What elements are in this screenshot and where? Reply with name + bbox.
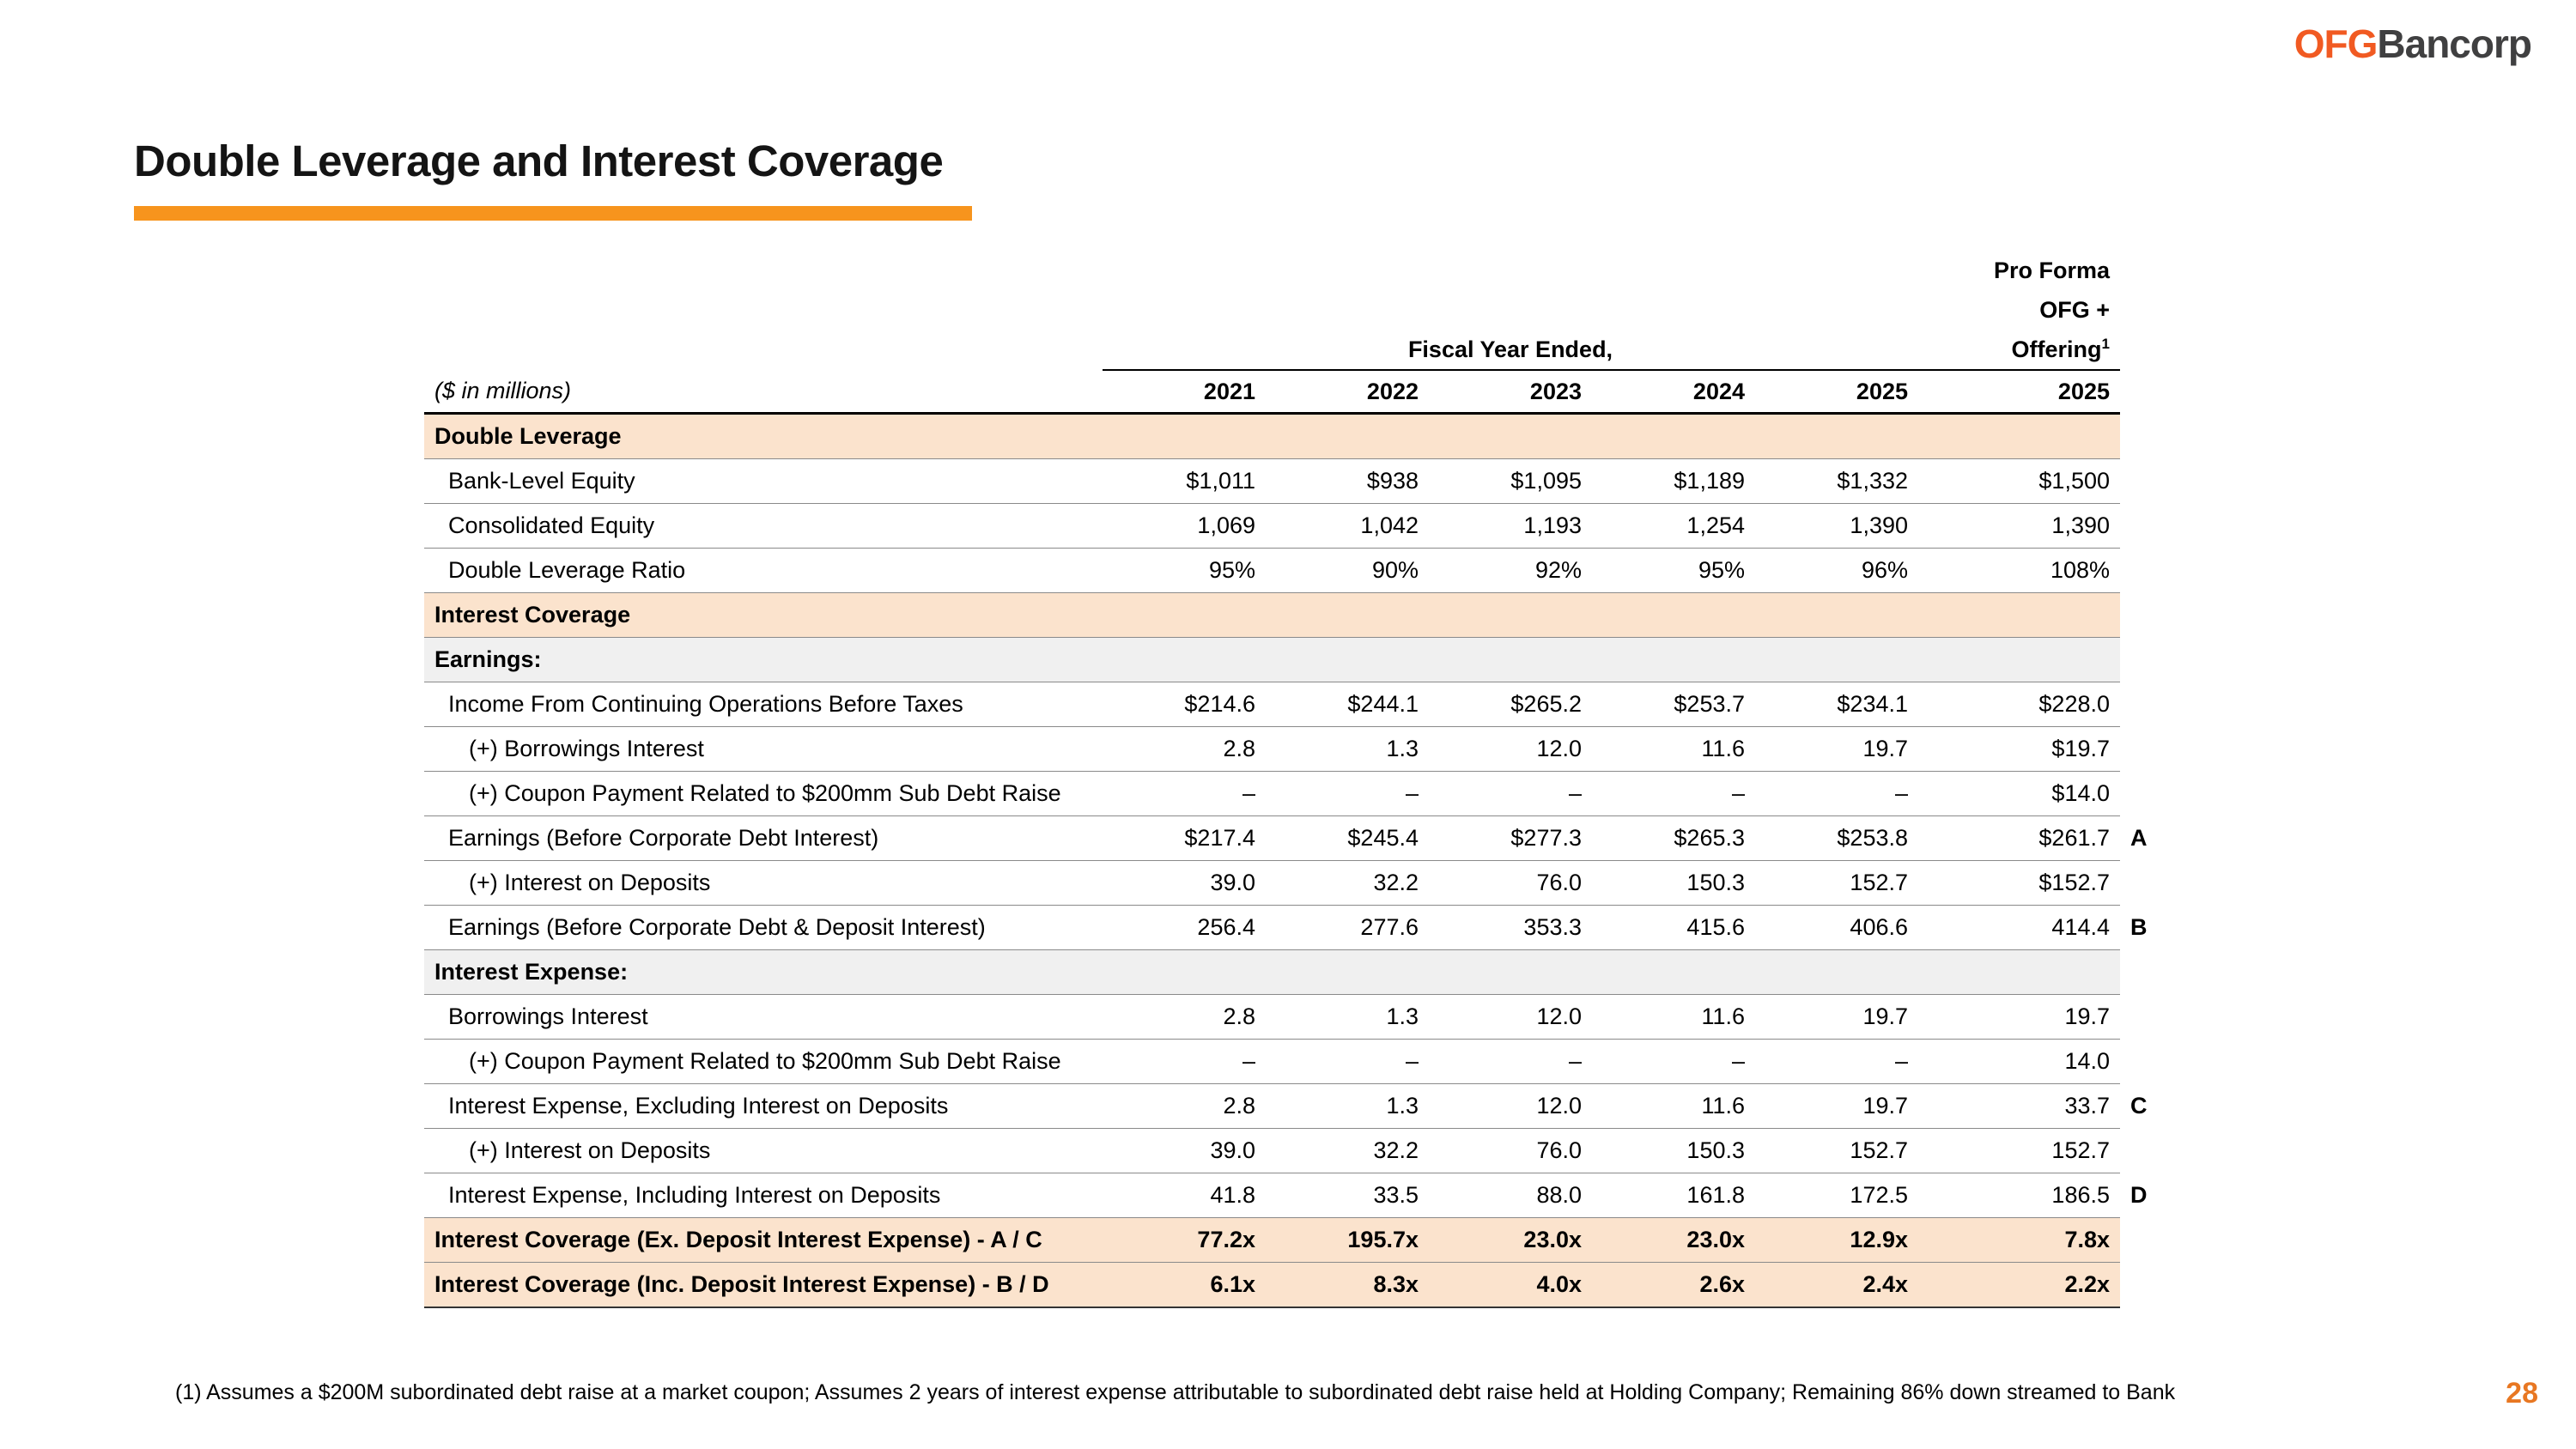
year-header-2025: 2025 xyxy=(1755,370,1918,414)
row-value: 88.0 xyxy=(1429,1173,1592,1218)
row-value: 39.0 xyxy=(1103,1129,1266,1173)
row-label: Interest Expense, Excluding Interest on Deposits xyxy=(424,1084,1103,1129)
table-row xyxy=(424,504,2168,549)
row-value: $1,011 xyxy=(1103,459,1266,504)
row-value: – xyxy=(1429,1040,1592,1084)
row-value xyxy=(1429,414,1592,459)
table-row xyxy=(424,1173,2168,1218)
row-value: 76.0 xyxy=(1429,861,1592,906)
row-value: $217.4 xyxy=(1103,816,1266,861)
title-underline-bar xyxy=(134,206,972,221)
row-value: 1,069 xyxy=(1103,504,1266,549)
row-value: $19.7 xyxy=(1918,727,2120,772)
row-value: $245.4 xyxy=(1266,816,1429,861)
row-value: $253.7 xyxy=(1592,682,1755,727)
row-value: 172.5 xyxy=(1755,1173,1918,1218)
row-value: $938 xyxy=(1266,459,1429,504)
row-value: 414.4 xyxy=(1918,906,2120,950)
row-value: 2.8 xyxy=(1103,727,1266,772)
footnote: (1) Assumes a $200M subordinated debt raise at a market coupon; Assumes 2 years of interest expense attributable to subordinated debt raise held at Holding Company; Remaining 86% down streamed to Bank xyxy=(175,1380,2176,1404)
row-value xyxy=(1266,638,1429,682)
row-value: 150.3 xyxy=(1592,861,1755,906)
row-value: 8.3x xyxy=(1266,1263,1429,1308)
table-row xyxy=(424,638,2168,682)
row-label: (+) Coupon Payment Related to $200mm Sub Debt Raise xyxy=(424,1040,1103,1084)
row-value: 12.0 xyxy=(1429,727,1592,772)
year-header-2023: 2023 xyxy=(1429,370,1592,414)
row-label: Bank-Level Equity xyxy=(424,459,1103,504)
spacer-cell xyxy=(2120,370,2168,414)
units-label: ($ in millions) xyxy=(424,370,1103,414)
row-value: 150.3 xyxy=(1592,1129,1755,1173)
fiscal-year-header-row xyxy=(424,330,2168,370)
marker-empty xyxy=(2120,682,2168,727)
row-value: 14.0 xyxy=(1918,1040,2120,1084)
column-headers-row xyxy=(424,370,2168,414)
row-value: 12.0 xyxy=(1429,1084,1592,1129)
row-value: 90% xyxy=(1266,549,1429,593)
row-label: (+) Coupon Payment Related to $200mm Sub Debt Raise xyxy=(424,772,1103,816)
page-number: 28 xyxy=(2506,1377,2538,1410)
row-value xyxy=(1429,593,1592,638)
row-label: Interest Expense: xyxy=(424,950,1103,995)
table-header xyxy=(424,251,2168,414)
row-value: $253.8 xyxy=(1755,816,1918,861)
row-value: 4.0x xyxy=(1429,1263,1592,1308)
row-value xyxy=(1755,638,1918,682)
row-value xyxy=(1103,638,1266,682)
row-value: $14.0 xyxy=(1918,772,2120,816)
row-value: – xyxy=(1266,772,1429,816)
row-value: 1.3 xyxy=(1266,727,1429,772)
row-value: $261.7 xyxy=(1918,816,2120,861)
row-value xyxy=(1918,593,2120,638)
row-value xyxy=(1429,950,1592,995)
table-row xyxy=(424,459,2168,504)
offering-footnote-superscript: 1 xyxy=(2101,336,2110,352)
row-value: 2.6x xyxy=(1592,1263,1755,1308)
row-value: $265.2 xyxy=(1429,682,1592,727)
row-value: – xyxy=(1592,1040,1755,1084)
row-value: 39.0 xyxy=(1103,861,1266,906)
row-value: 19.7 xyxy=(1755,1084,1918,1129)
row-value: 19.7 xyxy=(1755,727,1918,772)
row-value: 41.8 xyxy=(1103,1173,1266,1218)
row-label: Income From Continuing Operations Before Taxes xyxy=(424,682,1103,727)
table-row xyxy=(424,727,2168,772)
table-row xyxy=(424,906,2168,950)
row-value: 108% xyxy=(1918,549,2120,593)
table-row xyxy=(424,950,2168,995)
marker-empty xyxy=(2120,772,2168,816)
row-value: $214.6 xyxy=(1103,682,1266,727)
row-value: 1.3 xyxy=(1266,1084,1429,1129)
row-value: 76.0 xyxy=(1429,1129,1592,1173)
row-value: 2.2x xyxy=(1918,1263,2120,1308)
row-label: Earnings: xyxy=(424,638,1103,682)
row-value: 12.0 xyxy=(1429,995,1592,1040)
row-value: – xyxy=(1103,772,1266,816)
row-value: 1,390 xyxy=(1755,504,1918,549)
row-value: 32.2 xyxy=(1266,861,1429,906)
row-value xyxy=(1918,950,2120,995)
row-label: (+) Interest on Deposits xyxy=(424,1129,1103,1173)
table-row xyxy=(424,861,2168,906)
row-label: Interest Expense, Including Interest on Deposits xyxy=(424,1173,1103,1218)
table-body xyxy=(424,414,2168,1308)
spacer-cell xyxy=(424,290,1103,330)
spacer-cell xyxy=(1103,290,1918,330)
row-value xyxy=(1755,950,1918,995)
marker-c: C xyxy=(2130,1093,2148,1119)
row-value: 1,254 xyxy=(1592,504,1755,549)
row-value: 2.8 xyxy=(1103,1084,1266,1129)
row-value: 186.5 xyxy=(1918,1173,2120,1218)
row-value: 152.7 xyxy=(1918,1129,2120,1173)
row-value: 11.6 xyxy=(1592,995,1755,1040)
row-value: 1,193 xyxy=(1429,504,1592,549)
row-label: Interest Coverage (Ex. Deposit Interest Expense) - A / C xyxy=(424,1218,1103,1263)
row-label: (+) Borrowings Interest xyxy=(424,727,1103,772)
row-value: 96% xyxy=(1755,549,1918,593)
row-value xyxy=(1755,593,1918,638)
row-value: – xyxy=(1755,772,1918,816)
row-label: (+) Interest on Deposits xyxy=(424,861,1103,906)
row-value: $1,095 xyxy=(1429,459,1592,504)
row-value: 6.1x xyxy=(1103,1263,1266,1308)
row-value: $265.3 xyxy=(1592,816,1755,861)
row-value: $1,500 xyxy=(1918,459,2120,504)
row-value: 2.8 xyxy=(1103,995,1266,1040)
proforma-header-line2: OFG + xyxy=(2039,296,2110,323)
row-value xyxy=(1103,593,1266,638)
year-header-2024: 2024 xyxy=(1592,370,1755,414)
row-value: – xyxy=(1103,1040,1266,1084)
marker-empty xyxy=(2120,995,2168,1040)
row-value: 195.7x xyxy=(1266,1218,1429,1263)
marker-empty xyxy=(2120,1129,2168,1173)
row-value: 32.2 xyxy=(1266,1129,1429,1173)
marker-empty xyxy=(2120,1263,2168,1308)
spacer-cell xyxy=(2120,290,2168,330)
spacer-cell xyxy=(424,251,1103,290)
row-value xyxy=(1592,414,1755,459)
ofg-bancorp-logo xyxy=(2294,21,2531,67)
row-value: 95% xyxy=(1103,549,1266,593)
row-value: 7.8x xyxy=(1918,1218,2120,1263)
marker-empty xyxy=(2120,459,2168,504)
row-value: 11.6 xyxy=(1592,727,1755,772)
year-header-2021: 2021 xyxy=(1103,370,1266,414)
marker-empty xyxy=(2120,593,2168,638)
marker-empty xyxy=(2120,414,2168,459)
row-value: 33.5 xyxy=(1266,1173,1429,1218)
marker-a: A xyxy=(2130,825,2148,851)
year-header-2022: 2022 xyxy=(1266,370,1429,414)
row-value xyxy=(1918,638,2120,682)
marker-empty xyxy=(2120,727,2168,772)
page-title: Double Leverage and Interest Coverage xyxy=(134,136,944,185)
row-value: 11.6 xyxy=(1592,1084,1755,1129)
row-value: 1.3 xyxy=(1266,995,1429,1040)
row-value xyxy=(1266,593,1429,638)
marker-empty xyxy=(2120,861,2168,906)
proforma-header-line1: Pro Forma xyxy=(1993,257,2110,283)
row-value xyxy=(1266,950,1429,995)
row-value xyxy=(1592,638,1755,682)
row-value: 92% xyxy=(1429,549,1592,593)
table-row xyxy=(424,549,2168,593)
row-value: 152.7 xyxy=(1755,1129,1918,1173)
row-value: 19.7 xyxy=(1755,995,1918,1040)
table-row xyxy=(424,772,2168,816)
row-value: 415.6 xyxy=(1592,906,1755,950)
proforma-year-header: 2025 xyxy=(1918,370,2120,414)
table-row xyxy=(424,1263,2168,1308)
row-value xyxy=(1592,593,1755,638)
row-value: 95% xyxy=(1592,549,1755,593)
table-row xyxy=(424,682,2168,727)
spacer-cell xyxy=(2120,330,2168,370)
row-value xyxy=(1592,950,1755,995)
marker-d: D xyxy=(2130,1182,2148,1208)
row-label: Earnings (Before Corporate Debt & Deposit Interest) xyxy=(424,906,1103,950)
row-value: 77.2x xyxy=(1103,1218,1266,1263)
spacer-cell xyxy=(1103,251,1918,290)
row-value: 277.6 xyxy=(1266,906,1429,950)
row-value: $228.0 xyxy=(1918,682,2120,727)
marker-empty xyxy=(2120,549,2168,593)
table-row xyxy=(424,593,2168,638)
row-value: 23.0x xyxy=(1592,1218,1755,1263)
table-row xyxy=(424,1218,2168,1263)
logo-bancorp-text: Bancorp xyxy=(2377,21,2531,66)
marker-empty xyxy=(2120,1040,2168,1084)
row-value xyxy=(1918,414,2120,459)
row-value: $1,189 xyxy=(1592,459,1755,504)
logo-ofg-text: OFG xyxy=(2293,21,2378,66)
proforma-header-row-1 xyxy=(424,251,2168,290)
row-value: – xyxy=(1266,1040,1429,1084)
marker-empty xyxy=(2120,1218,2168,1263)
row-value: 256.4 xyxy=(1103,906,1266,950)
row-value: – xyxy=(1429,772,1592,816)
row-value: $1,332 xyxy=(1755,459,1918,504)
marker-empty xyxy=(2120,638,2168,682)
row-label: Double Leverage Ratio xyxy=(424,549,1103,593)
row-value: $234.1 xyxy=(1755,682,1918,727)
row-value xyxy=(1103,414,1266,459)
row-label: Borrowings Interest xyxy=(424,995,1103,1040)
row-label: Consolidated Equity xyxy=(424,504,1103,549)
marker-b: B xyxy=(2130,914,2148,940)
row-value: 2.4x xyxy=(1755,1263,1918,1308)
offering-label: Offering xyxy=(2011,336,2102,362)
row-value xyxy=(1103,950,1266,995)
fiscal-year-header: Fiscal Year Ended, xyxy=(1103,330,1918,370)
row-value: $152.7 xyxy=(1918,861,2120,906)
spacer-cell xyxy=(2120,251,2168,290)
table-row xyxy=(424,995,2168,1040)
table-row xyxy=(424,816,2168,861)
table-row xyxy=(424,1084,2168,1129)
row-value: $244.1 xyxy=(1266,682,1429,727)
row-value xyxy=(1266,414,1429,459)
row-value: 161.8 xyxy=(1592,1173,1755,1218)
row-value: 19.7 xyxy=(1918,995,2120,1040)
table-row xyxy=(424,414,2168,459)
row-value: 406.6 xyxy=(1755,906,1918,950)
table-row xyxy=(424,1129,2168,1173)
spacer-cell xyxy=(424,330,1103,370)
row-value: 1,390 xyxy=(1918,504,2120,549)
row-value: 33.7 xyxy=(1918,1084,2120,1129)
marker-empty xyxy=(2120,504,2168,549)
marker-empty xyxy=(2120,950,2168,995)
row-label: Interest Coverage xyxy=(424,593,1103,638)
row-value: 353.3 xyxy=(1429,906,1592,950)
row-value xyxy=(1429,638,1592,682)
row-label: Double Leverage xyxy=(424,414,1103,459)
row-value: 1,042 xyxy=(1266,504,1429,549)
row-value: – xyxy=(1592,772,1755,816)
row-value: 12.9x xyxy=(1755,1218,1918,1263)
row-value: – xyxy=(1755,1040,1918,1084)
row-label: Interest Coverage (Inc. Deposit Interest Expense) - B / D xyxy=(424,1263,1103,1308)
proforma-header-row-2 xyxy=(424,290,2168,330)
row-label: Earnings (Before Corporate Debt Interest) xyxy=(424,816,1103,861)
table-row xyxy=(424,1040,2168,1084)
row-value xyxy=(1755,414,1918,459)
financial-table xyxy=(424,251,2168,1308)
row-value: 23.0x xyxy=(1429,1218,1592,1263)
offering-header xyxy=(1918,330,2120,370)
row-value: 152.7 xyxy=(1755,861,1918,906)
row-value: $277.3 xyxy=(1429,816,1592,861)
